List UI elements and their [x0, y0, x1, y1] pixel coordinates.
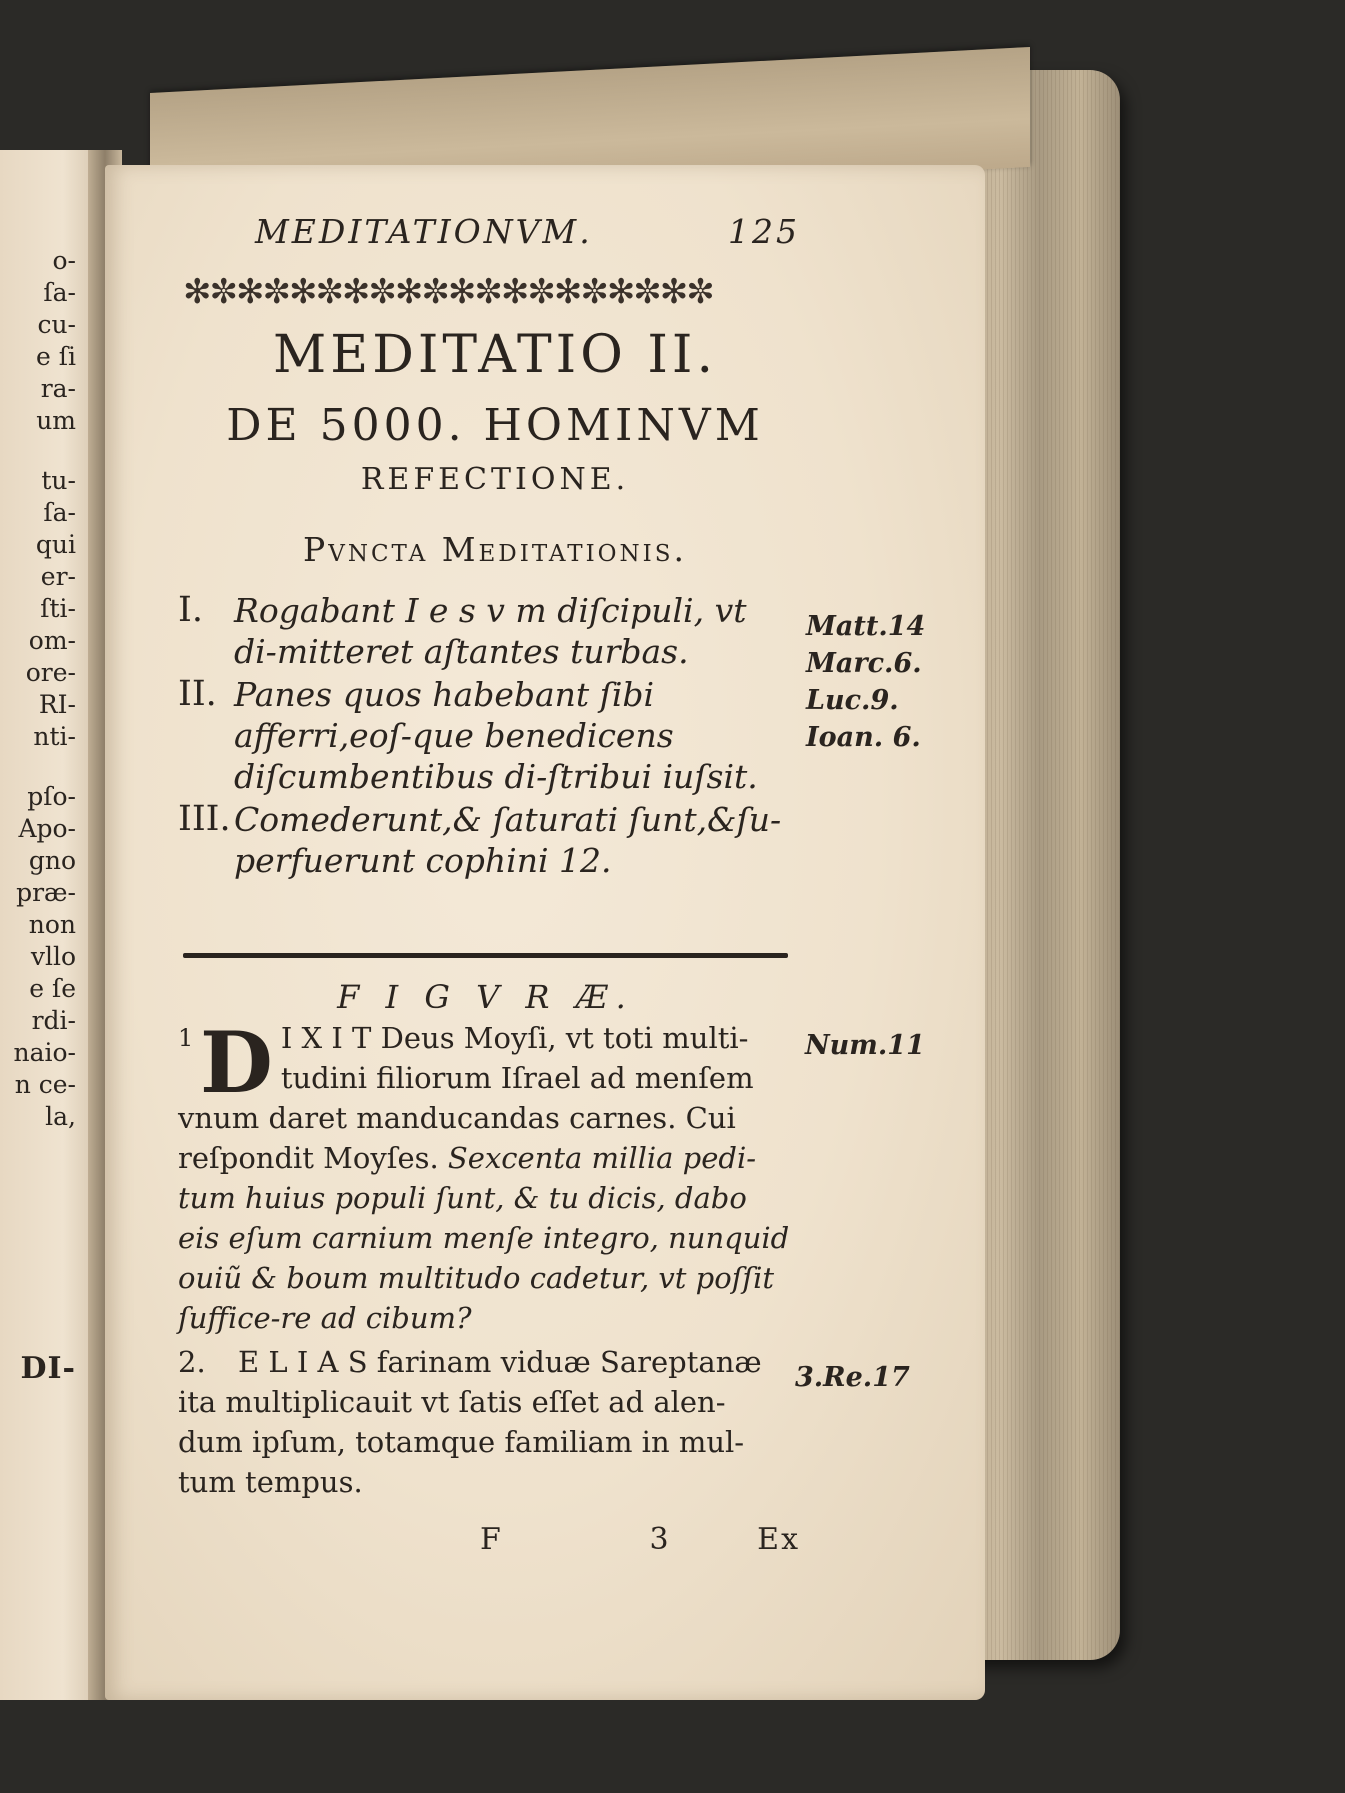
point-item — [178, 590, 798, 672]
left-page-fragment: cu- — [37, 310, 76, 339]
left-page-fragment: non — [28, 910, 76, 939]
signature-line — [480, 1522, 800, 1557]
point-text: Rogabant I e s v m diſcipuli, vt di-mitteret aſtantes turbas. — [234, 591, 747, 671]
figurae-heading: F I G V R Æ. — [337, 978, 634, 1016]
left-page-fragment: o- — [52, 246, 76, 275]
left-page-fragment: RI- — [38, 690, 76, 719]
left-page-fragment: Apo- — [18, 814, 76, 843]
left-page-fragment: pſo- — [27, 782, 76, 811]
margin-ref: Ioan. 6. — [806, 722, 921, 753]
left-page-fragment: e ſi — [36, 342, 76, 371]
left-page-bottom-fragment: DI- — [20, 1351, 76, 1386]
point-item — [178, 799, 798, 881]
subject-title-line1: DE 5000. HOMINVM — [226, 400, 764, 451]
subject-title-line2: REFECTIONE. — [360, 462, 630, 497]
paragraph-italic-text: Sexcenta millia pedi-tum huius populi ſunt, & tu dicis, dabo eis eſum carnium menſe integro, nunquid ouiũ & boum multitudo cadetur, vt poſſit ſuffice-re ad cibum? — [178, 1141, 790, 1335]
left-page-fragment: gno — [28, 846, 76, 875]
left-page-fragment: tu- — [41, 466, 76, 495]
left-page-fragment: ra- — [40, 374, 76, 403]
margin-ref-kings: 3.Re.17 — [795, 1362, 910, 1393]
left-page-fragment: er- — [40, 562, 76, 591]
point-item — [178, 674, 798, 797]
left-page-fragment: naio- — [13, 1038, 76, 1067]
meditatio-title: MEDITATIO II. — [273, 325, 717, 385]
signature-mark: F — [480, 1522, 503, 1557]
left-page-fragment: ſa- — [43, 498, 76, 527]
margin-references — [806, 608, 936, 756]
margin-ref: Marc.6. — [806, 648, 922, 679]
left-page-fragment: præ- — [16, 878, 76, 907]
left-page-gap — [0, 437, 76, 465]
running-head — [255, 212, 800, 251]
paragraph-roman-text: I X I T Deus Moyſi, vt toti multi-tudini filiorum Iſrael ad menſem vnum daret manducandas carnes. Cui reſpondit Moyſes. — [178, 1021, 754, 1175]
point-number: III. — [178, 799, 231, 839]
left-page-fragment: rdi- — [31, 1006, 76, 1035]
left-page-text — [0, 245, 80, 1385]
left-page-fragment: ſa- — [43, 278, 76, 307]
paragraph-2 — [178, 1342, 790, 1502]
figurae-body — [178, 1013, 790, 1502]
margin-ref-numbers: Num.11 — [805, 1030, 925, 1061]
running-head-title: MEDITATIONVM. — [255, 212, 593, 251]
left-page-fragment: e ſe — [29, 974, 76, 1003]
left-page-fragment: la, — [45, 1102, 76, 1131]
left-page-fragment: um — [36, 406, 76, 435]
point-text: Panes quos habebant ſibi afferri,eoſ-que benedicens diſcumbentibus di-ſtribui iuſsit. — [234, 675, 758, 796]
left-page-fragment: ſti- — [40, 594, 76, 623]
margin-ref: Matt.14 — [806, 611, 926, 642]
left-page-fragment: vllo — [30, 942, 76, 971]
paragraph-text: E L I A S farinam viduæ Sareptanæ ita multiplicauit vt ſatis eſſet ad alen-dum ipſum, totamque familiam in mul-tum tempus. — [178, 1345, 762, 1499]
left-page-fragment: qui — [35, 530, 76, 559]
puncta-heading: Pvncta Meditationis. — [303, 530, 687, 569]
page-number: 125 — [728, 212, 800, 251]
section-rule — [183, 953, 788, 958]
left-page-gap — [0, 753, 76, 781]
point-text: Comederunt,& ſaturati ſunt,&ſu-perfuerunt cophini 12. — [234, 800, 782, 880]
margin-ref: Luc.9. — [806, 685, 899, 716]
signature-number: 3 — [649, 1522, 671, 1557]
paragraph-number: 1 — [178, 1024, 194, 1052]
drop-capital: D — [200, 1013, 273, 1112]
left-page-fragment: ore- — [25, 658, 76, 687]
left-page-fragment: om- — [28, 626, 76, 655]
left-page-fragment: nti- — [33, 722, 76, 751]
point-number: I. — [178, 590, 203, 630]
ornament-band: ✻✼✻✼✻✼✻✼✻✼✻✼✻✼✻✼✻✼✻✼ — [183, 272, 713, 312]
catchword: Ex — [757, 1522, 800, 1557]
paragraph-1 — [178, 1013, 790, 1338]
left-page-fragment: n ce- — [14, 1070, 76, 1099]
point-number: II. — [178, 674, 217, 714]
points-list — [178, 590, 798, 883]
paragraph-number: 2. — [178, 1345, 206, 1379]
